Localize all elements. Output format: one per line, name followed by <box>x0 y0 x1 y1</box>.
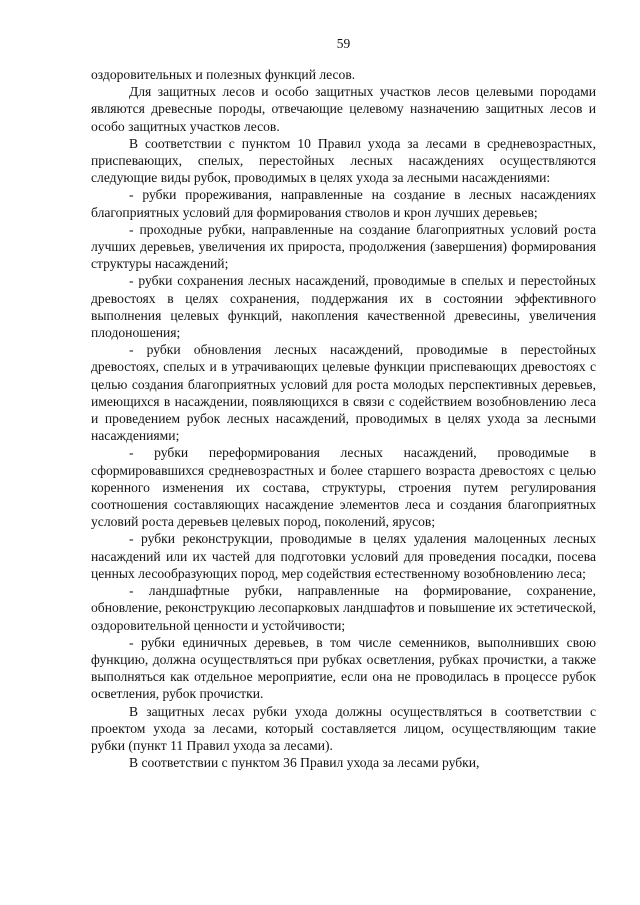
body-paragraph: - рубки единичных деревьев, в том числе семенников, выполнивших свою функцию, должна осуществляться при рубках осветления, рубках прочистки, а также выполняться как отдельное мероприятие, если она не проводилась в процессе рубок осветления, рубок прочистки. <box>91 634 596 702</box>
document-body <box>91 66 596 771</box>
page-number: 59 <box>336 36 351 51</box>
body-paragraph: - рубки реконструкции, проводимые в целях удаления малоценных лесных насаждений или их частей для подготовки условий для проведения посадки, посева ценных лесообразующих пород, мер содействия естественному возобновлению леса; <box>91 531 596 581</box>
document-page <box>91 36 596 771</box>
body-paragraph: Для защитных лесов и особо защитных участков лесов целевыми породами являются древесные породы, отвечающие целевому назначению защитных лесов и особо защитных участков лесов. <box>91 84 596 134</box>
body-paragraph: В соответствии с пунктом 10 Правил ухода за лесами в средневозрастных, приспевающих, спелых, перестойных лесных насаждениях осуществляются следующие виды рубок, проводимых в целях ухода за лесными насаждениями: <box>91 135 596 186</box>
body-paragraph: - проходные рубки, направленные на создание благоприятных условий роста лучших деревьев, увеличения их прироста, продолжения (завершения) формирования структуры насаждений; <box>91 221 596 272</box>
body-paragraph: - рубки переформирования лесных насаждений, проводимые в сформировавшихся средневозрастных и более старшего возраста древостоях с целью коренного изменения их состава, структуры, строения путем регулирования соотношения составляющих насаждение элементов леса и создания благоприятных условий роста деревьев целевых пород, поколений, ярусов; <box>91 445 596 530</box>
body-paragraph: - рубки сохранения лесных насаждений, проводимые в спелых и перестойных древостоях в целях сохранения, поддержания их в состоянии эффективного выполнения целевых функций, накопления качественной древесины, увеличения плодоношения; <box>91 273 596 341</box>
body-paragraph: В защитных лесах рубки ухода должны осуществляться в соответствии с проектом ухода за лесами, который составляется лицом, осуществляющим такие рубки (пункт 11 Правил ухода за лесами). <box>91 703 596 753</box>
body-paragraph: - рубки обновления лесных насаждений, проводимые в перестойных древостоях, спелых и в утрачивающих целевые функции приспевающих древостоях с целью создания благоприятных условий для роста молодых перспективных деревьев, имеющихся в насаждении, появляющихся в связи с содействием возобновлению леса и проведением рубок лесных насаждений, проводимых в целях ухода за лесными насаждениями; <box>91 342 596 444</box>
body-paragraph: - рубки прореживания, направленные на создание в лесных насаждениях благоприятных условий для формирования стволов и крон лучших деревьев; <box>91 187 596 220</box>
body-paragraph: оздоровительных и полезных функций лесов. <box>91 67 356 82</box>
body-paragraph: В соответствии с пунктом 36 Правил ухода за лесами рубки, <box>129 755 480 771</box>
body-paragraph: - ландшафтные рубки, направленные на формирование, сохранение, обновление, реконструкцию лесопарковых ландшафтов и повышение их эстетической, оздоровительной ценности и устойчивости; <box>91 583 596 633</box>
